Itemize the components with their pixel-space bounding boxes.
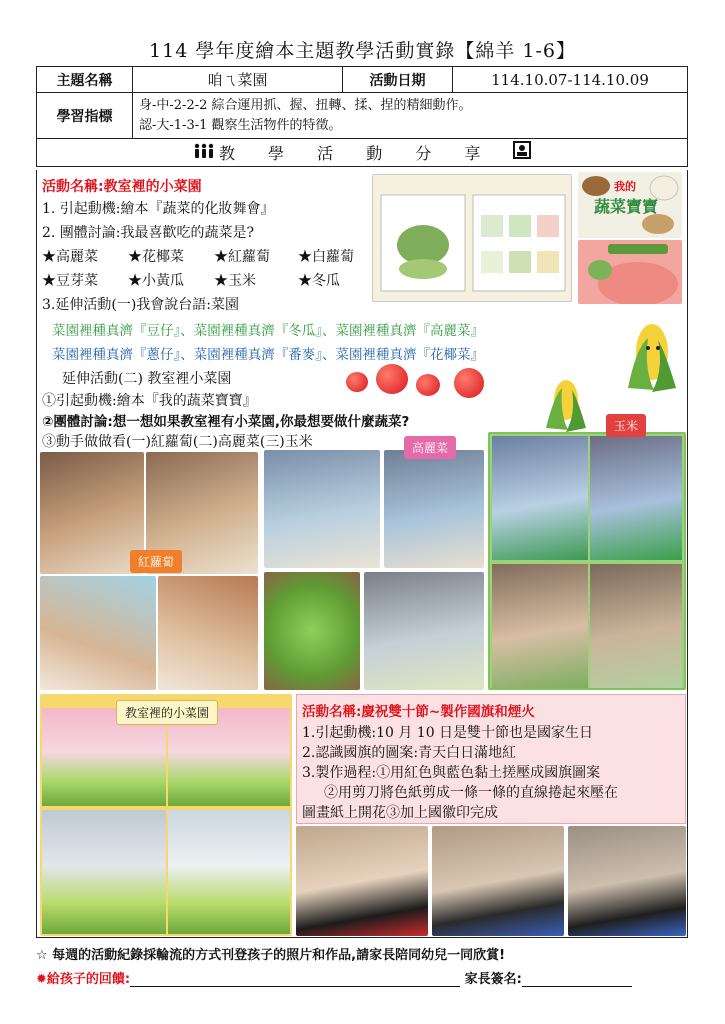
info-table — [36, 66, 688, 167]
book-cover-my-vegetables — [578, 172, 682, 238]
photo-carrot-1 — [40, 452, 144, 574]
goal-2: 認-大-1-3-1 觀察生活物件的特徵。 — [139, 117, 342, 133]
veg-4: ★白蘿蔔 — [298, 249, 354, 265]
corn-decoration-small — [540, 374, 590, 434]
activity1-line2: 2. 團體討論:我最喜歡吃的蔬菜是? — [42, 225, 255, 241]
activity1-line3: 3.延伸活動(一)我會說台語:菜園 — [42, 297, 239, 313]
activity1-name: 活動名稱:教室裡的小菜園 — [42, 179, 202, 195]
goal-1: 身-中-2-2-2 綜合運用抓、握、扭轉、揉、捏的精細動作。 — [139, 97, 472, 113]
theme-value: 咱ㄟ菜園 — [133, 67, 343, 93]
activity1-line1: 1. 引起動機:繪本『蔬菜的化妝舞會』 — [42, 201, 275, 217]
footer-note: ☆ 每週的活動紀錄採輪流的方式刊登孩子的照片和作品,請家長陪同幼兒一同欣賞! — [36, 948, 506, 963]
activity2-name: 活動名稱:慶祝雙十節~製作國旗和煙火 — [302, 704, 535, 720]
book-cover-vegetable-dance — [578, 240, 682, 304]
photo-carrot-4 — [158, 576, 258, 690]
activity1-step2: ②團體討論:想一想如果教室裡有小菜園,你最想要做什麼蔬菜? — [42, 414, 410, 430]
feedback-label: ✹給孩子的回饋: — [36, 972, 131, 987]
tag-cabbage: 高麗菜 — [404, 436, 456, 459]
veg-2: ★花椰菜 — [128, 249, 184, 265]
veg-8: ★冬瓜 — [298, 273, 340, 289]
garden-photo-panel — [40, 694, 292, 936]
photo-cabbage-3 — [364, 572, 484, 690]
photo-flag-1 — [296, 826, 428, 936]
corn-photo-panel — [488, 432, 686, 690]
activity1-step3: ③動手做做看(一)紅蘿蔔(二)高麗菜(三)玉米 — [42, 434, 313, 450]
goals-label: 學習指標 — [37, 93, 133, 139]
veg-5: ★豆芽菜 — [42, 273, 98, 289]
photo-flag-2 — [432, 826, 564, 936]
page-title: 114 學年度繪本主題教學活動實錄【綿羊 1-6】 — [149, 40, 576, 62]
signature-line[interactable] — [522, 973, 632, 987]
book-title-line2: 蔬菜寶寶 — [594, 197, 659, 216]
activity2-line5: 圖畫紙上開花③加上國徽印完成 — [302, 805, 498, 821]
feedback-line[interactable] — [130, 973, 460, 987]
rhyme-line2: 菜園裡種真濟『蔥仔』、菜園裡種真濟『番麥』、菜園裡種真濟『花椰菜』 — [52, 347, 484, 363]
activity1-step1: ①引起動機:繪本『我的蔬菜寶寶』 — [42, 393, 257, 409]
activity2-line2: 2.認識國旗的圖案:青天白日滿地紅 — [302, 745, 517, 761]
photo-cabbage-1 — [264, 450, 380, 568]
goals-cell — [133, 93, 688, 139]
share-header — [37, 139, 688, 167]
activity1-line4: 延伸活動(二) 教室裡小菜園 — [62, 371, 232, 387]
date-label: 活動日期 — [343, 67, 453, 93]
tomato-decoration-3 — [416, 374, 440, 396]
photo-cabbage-craft — [264, 572, 360, 690]
activity2-line4: ②用剪刀將色紙剪成一條一條的直線捲起來壓在 — [324, 785, 618, 801]
photo-carrot-3 — [40, 576, 156, 690]
tag-carrot: 紅蘿蔔 — [130, 550, 182, 573]
footer-feedback-row — [36, 968, 632, 987]
signature-label: 家長簽名: — [464, 972, 522, 987]
theme-label: 主題名稱 — [37, 67, 133, 93]
tag-corn: 玉米 — [606, 414, 646, 437]
date-value: 114.10.07-114.10.09 — [453, 67, 688, 93]
tomato-decoration-2 — [376, 364, 408, 394]
rhyme-line1: 菜園裡種真濟『豆仔』、菜園裡種真濟『冬瓜』、菜園裡種真濟『高麗菜』 — [52, 323, 484, 339]
veg-1: ★高麗菜 — [42, 249, 98, 265]
classroom-icon — [513, 144, 531, 163]
photo-flag-3 — [568, 826, 686, 936]
activity2-line3: 3.製作過程:①用紅色與藍色黏土搓壓成國旗圖案 — [302, 765, 601, 781]
veg-3: ★紅蘿蔔 — [214, 249, 270, 265]
people-icon — [193, 147, 219, 163]
veg-7: ★玉米 — [214, 273, 256, 289]
activity2-line1: 1.引起動機:10 月 10 日是雙十節也是國家生日 — [302, 725, 594, 741]
tag-classroom-garden: 教室裡的小菜園 — [116, 700, 218, 725]
tomato-decoration-4 — [454, 368, 484, 398]
worksheet-image — [372, 174, 572, 302]
tomato-decoration-1 — [346, 372, 368, 392]
corn-decoration-large — [618, 318, 682, 398]
photo-cabbage-2 — [384, 450, 484, 568]
share-label: 教 學 活 動 分 享 — [218, 144, 495, 163]
book-title-line1: 我的 — [614, 180, 636, 193]
veg-6: ★小黃瓜 — [128, 273, 184, 289]
